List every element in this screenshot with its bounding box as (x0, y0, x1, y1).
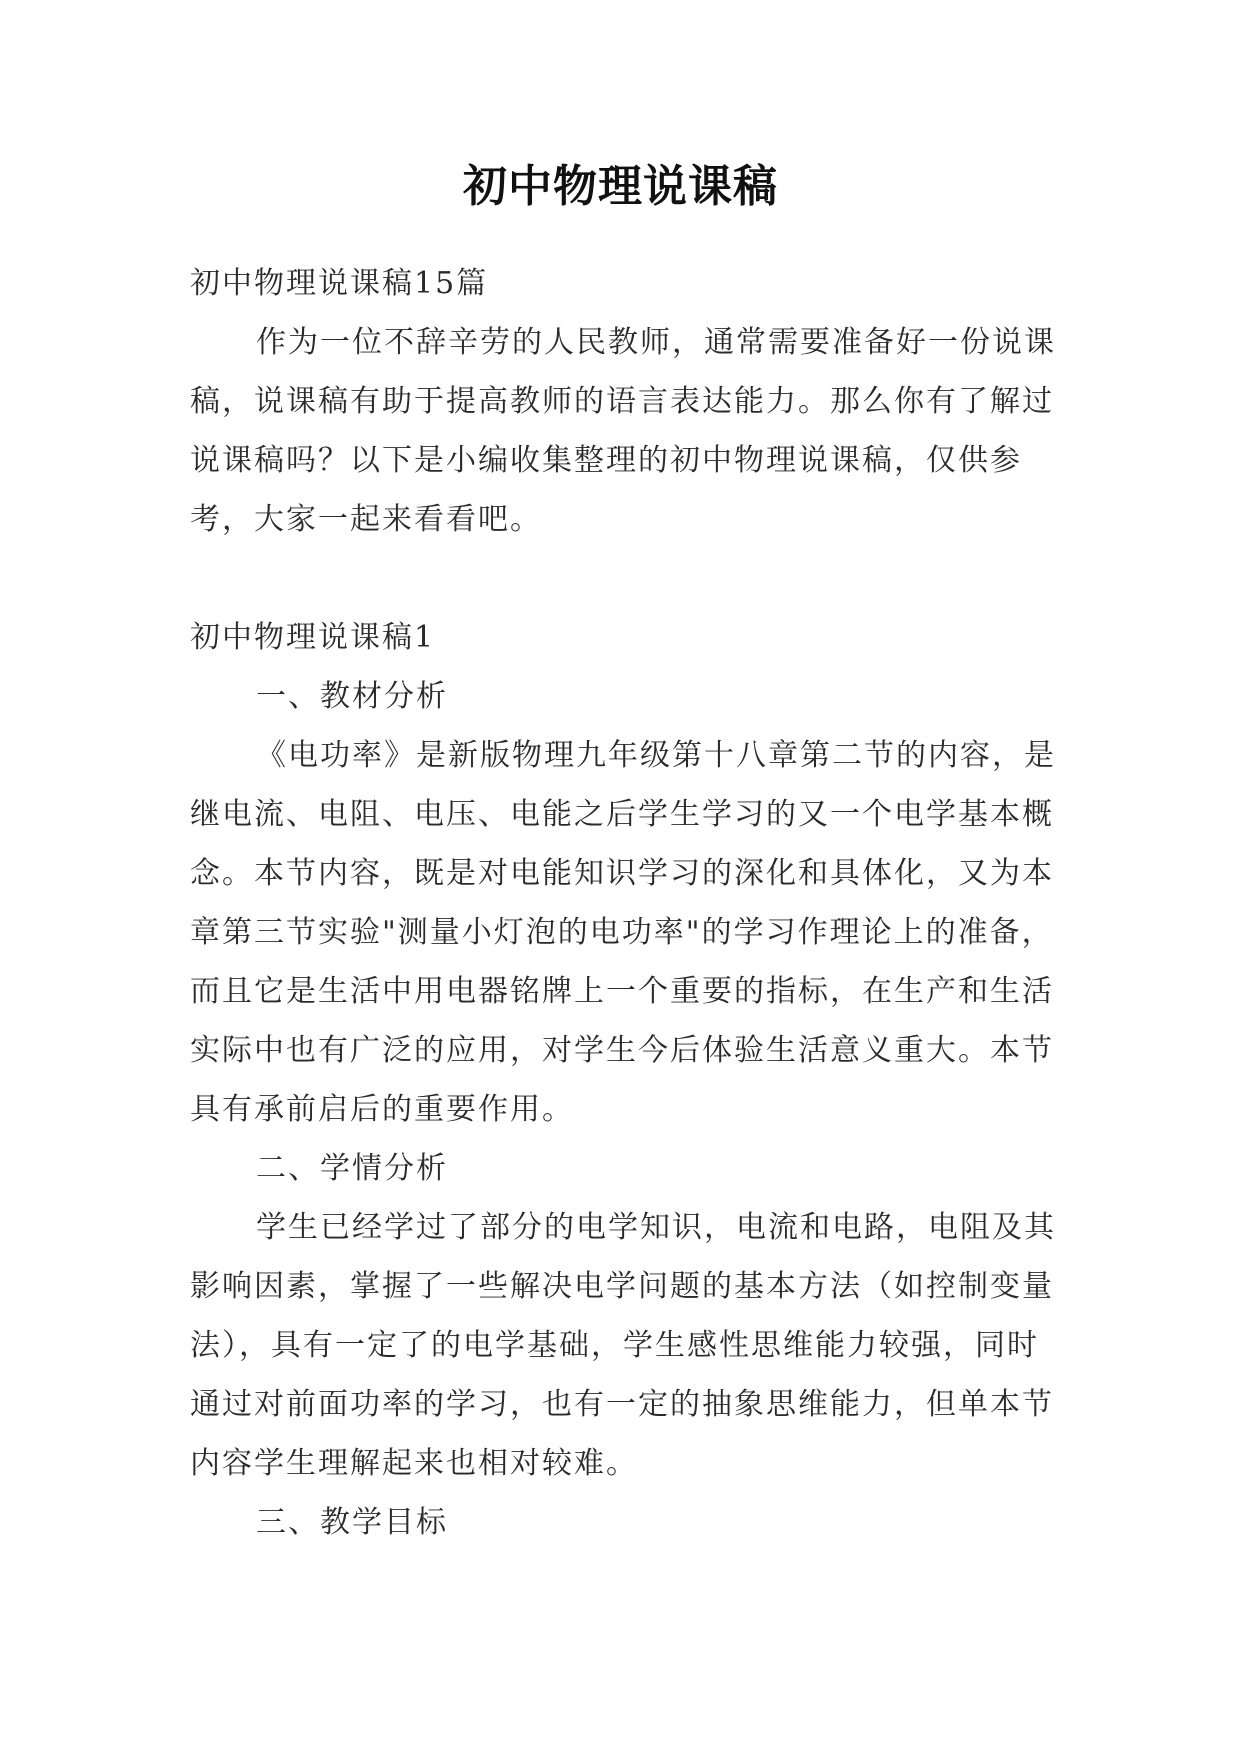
document-title: 初中物理说课稿 (463, 161, 778, 212)
section-heading-student-analysis: 二、学情分析 (256, 1151, 448, 1186)
section-heading-teaching-goals: 三、教学目标 (256, 1505, 448, 1540)
textbook-analysis-paragraph: 《电功率》是新版物理九年级第十八章第二节的内容，是继电流、电阻、电压、电能之后学生学习的又一个电学基本概念。本节内容，既是对电能知识学习的深化和具体化，又为本章第三节实验"测量小灯泡的电功率"的学习作理论上的准备，而且它是生活中用电器铭牌上一个重要的指标，在生产和生活实际中也有广泛的应用，对学生今后体验生活意义重大。本节具有承前启后的重要作用。 (190, 738, 1056, 1127)
document-body (190, 254, 1070, 1552)
section-title: 初中物理说课稿1 (190, 620, 436, 655)
student-analysis-paragraph: 学生已经学过了部分的电学知识，电流和电路，电阻及其影响因素，掌握了一些解决电学问题的基本方法（如控制变量法），具有一定了的电学基础，学生感性思维能力较强，同时通过对前面功率的学习，也有一定的抽象思维能力，但单本节内容学生理解起来也相对较难。 (190, 1210, 1056, 1481)
paragraph-gap (190, 549, 1070, 608)
document-subtitle: 初中物理说课稿15篇 (190, 266, 489, 301)
section-heading-textbook-analysis: 一、教材分析 (256, 679, 448, 714)
intro-paragraph: 作为一位不辞辛劳的人民教师，通常需要准备好一份说课稿，说课稿有助于提高教师的语言表达能力。那么你有了解过说课稿吗？以下是小编收集整理的初中物理说课稿，仅供参考，大家一起来看看吧。 (190, 325, 1056, 537)
